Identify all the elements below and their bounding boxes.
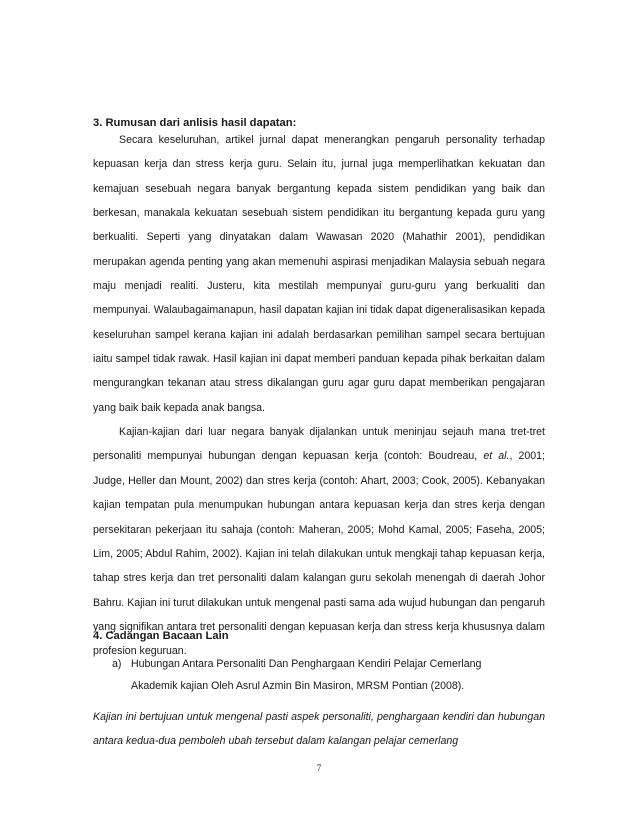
page-number: 7 [316, 763, 322, 773]
list-item [112, 653, 552, 697]
section-3-paragraph-2 [93, 420, 545, 663]
section-4-heading: 4. Cadangan Bacaan Lain [93, 630, 229, 642]
section-3-heading: 3. Rumusan dari anlisis hasil dapatan: [93, 117, 297, 129]
paragraph-2-text-after: , 2001; Judge, Heller dan Mount, 2002) dan stres kerja (contoh: Ahart, 2003; Cook, 2005). Kebanyakan kajian tempatan pula menumpukan hubungan antara kepuasan kerja dan stres kerja dengan persekitaran pekerjaan itu sahaja (contoh: Maheran, 2005; Mohd Kamal, 2005; Faseha, 2005; Lim, 2005; Abdul Rahim, 2002). Kajian ini telah dilakukan untuk mengkaji tahap kepuasan kerja, tahap stres kerja dan tret personaliti dalam kalangan guru sekolah menengah di daerah Johor Bahru. Kajian ini turut dilakukan untuk mengenal pasti sama ada wujud hubungan dan pengaruh yang signifikan antara tret personaliti dengan kepuasan kerja dan stress kerja khususnya dalam profesion keguruan. [93, 450, 545, 658]
section-3-paragraph-1: Secara keseluruhan, artikel jurnal dapat menerangkan pengaruh personality terhadap kepuasan kerja dan stress kerja guru. Selain itu, jurnal juga memperlihatkan kekuatan dan kemajuan sesebuah negara banyak bergantung kepada sistem pendidikan yang baik dan berkesan, manakala kekuatan sesebuah sistem pendidikan itu bergantung kepada guru yang berkualiti. Seperti yang dinyatakan dalam Wawasan 2020 (Mahathir 2001), pendidikan merupakan agenda penting yang akan memenuhi aspirasi menjadikan Malaysia sebuah negara maju menjadi realiti. Justeru, kita mestilah mempunyai guru-guru yang berkualiti dan mempunyai. Walaubagaimanapun, hasil dapatan kajian ini tidak dapat digeneralisasikan kepada keseluruhan sampel kerana kajian ini adalah berdasarkan pemilihan sampel secara bertujuan iaitu sampel tidak rawak. Hasil kajian ini dapat memberi panduan kepada pihak berkaitan dalam mengurangkan tekanan atau stress dikalangan guru agar guru dapat memberikan pengajaran yang baik baik kepada anak bangsa. [93, 134, 545, 414]
reading-list [112, 653, 552, 697]
section-4-italic-paragraph: Kajian ini bertujuan untuk mengenal pasti aspek personaliti, penghargaan kendiri dan hubungan antara kedua-dua pemboleh ubah tersebut dalam kalangan pelajar cemerlang [93, 711, 545, 747]
list-item-line-2: Akademik kajian Oleh Asrul Azmin Bin Masiron, MRSM Pontian (2008). [131, 680, 465, 692]
list-item-line-1: Hubungan Antara Personaliti Dan Penghargaan Kendiri Pelajar Cemerlang [131, 658, 482, 670]
list-item-marker: a) [112, 658, 122, 670]
paragraph-2-text-before: Kajian-kajian dari luar negara banyak dijalankan untuk meninjau sejauh mana tret-tret personaliti mempunyai hubungan dengan kepuasan kerja (contoh: Boudreau, [93, 426, 545, 463]
list-item-title [131, 653, 552, 697]
section-3-body [93, 128, 545, 664]
et-al-italic: et al. [483, 450, 510, 463]
